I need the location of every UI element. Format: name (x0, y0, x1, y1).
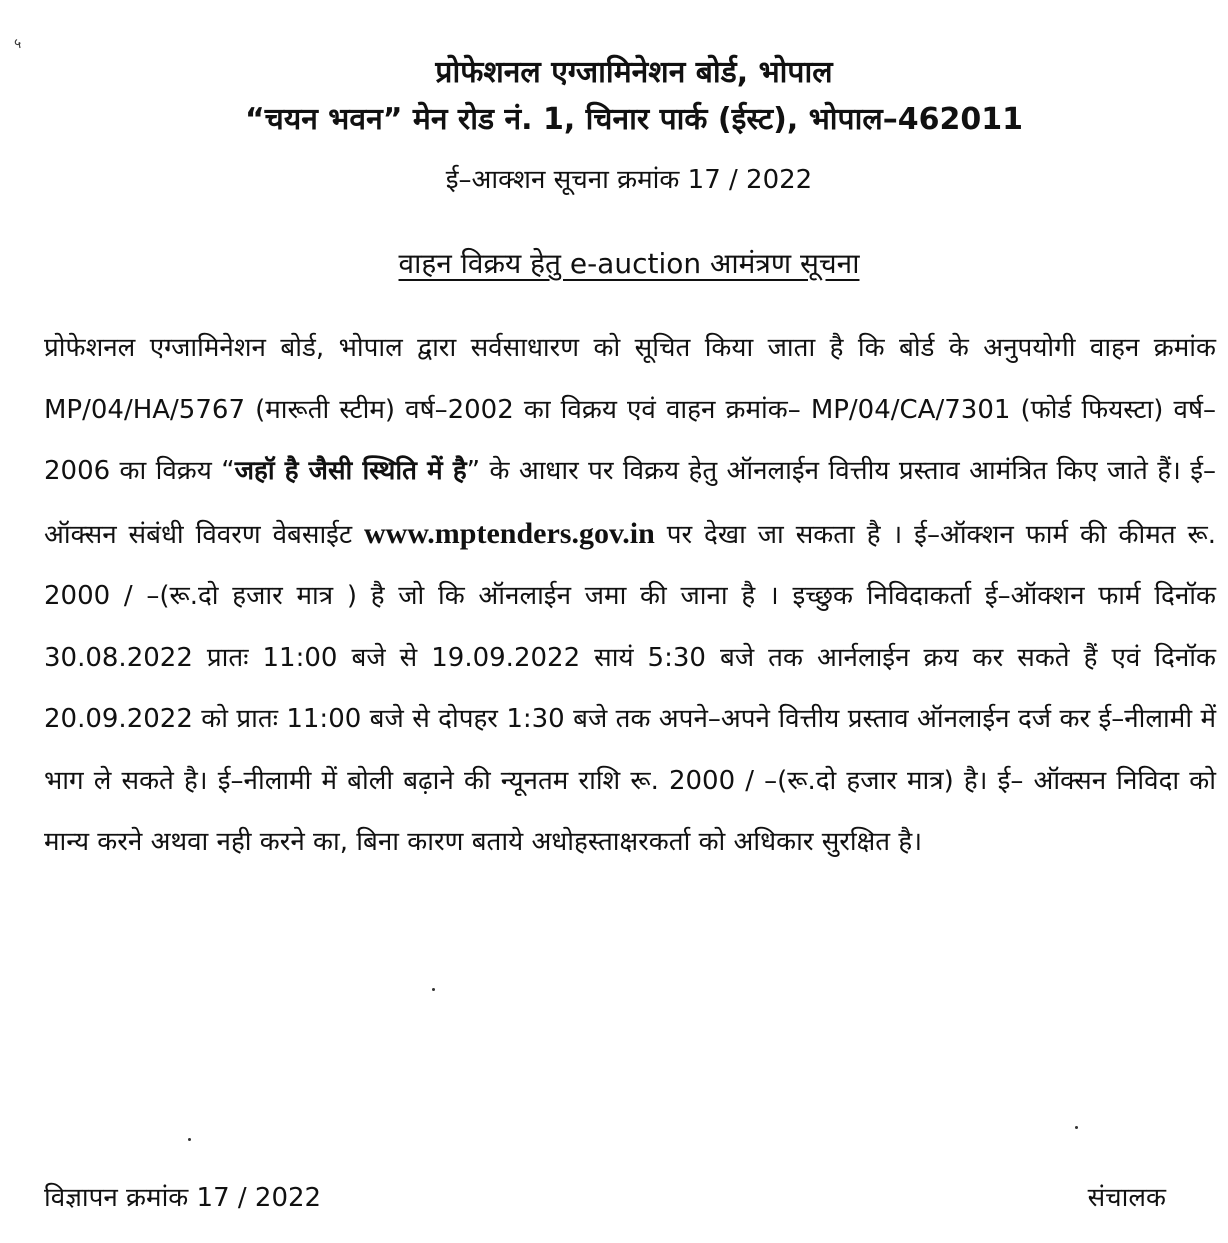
notice-title-text: वाहन विक्रय हेतु e-auction आमंत्रण सूचना (398, 247, 860, 280)
organization-name: प्रोफेशनल एग्जामिनेशन बोर्ड, भोपाल (435, 55, 833, 90)
scan-speck (188, 1138, 191, 1141)
scan-speck (432, 988, 435, 991)
auction-condition: जहॉ है जैसी स्थिति में है (234, 456, 467, 486)
advertisement-number: विज्ञापन क्रमांक 17 / 2022 (44, 1183, 322, 1213)
signatory: संचालक (1087, 1183, 1166, 1213)
notice-body (44, 318, 1216, 874)
notice-number: ई–आक्शन सूचना क्रमांक 17 / 2022 (445, 165, 813, 195)
organization-address: “चयन भवन” मेन रोड नं. 1, चिनार पार्क (ईस्ट), भोपाल–462011 (245, 102, 1023, 137)
corner-mark: ५ (14, 36, 22, 52)
body-part-3: पर देखा जा सकता है । ई–ऑक्शन फार्म की कीमत रू. 2000 / –(रू.दो हजार मात्र ) है जो कि ऑनलाईन जमा की जाना है । इच्छुक निविदाकर्ता ई–ऑक्शन फार्म दिनॉक 30.08.2022 प्रातः 11:00 बजे से 19.09.2022 सायं 5:30 बजे तक आर्नलाईन क्रय कर सकते हैं एवं दिनॉक 20.09.2022 को प्रातः 11:00 बजे से दोपहर 1:30 बजे तक अपने–अपने वित्तीय प्रस्ताव ऑनलाईन दर्ज कर ई–नीलामी में भाग ले सकते है। ई–नीलामी में बोली बढ़ाने की न्यूनतम राशि रू. 2000 / –(रू.दो हजार मात्र) है। ई– ऑक्सन निविदा को मान्य करने अथवा नही करने का, बिना कारण बताये अधोहस्ताक्षरकर्ता को अधिकार सुरक्षित है। (44, 519, 1217, 857)
notice-title (0, 244, 1228, 282)
scan-speck (1075, 1126, 1078, 1129)
website-link[interactable]: www.mptenders.gov.in (363, 516, 655, 550)
body-part-2: ” के आधार पर विक्रय हेतु ऑनलाईन वित्तीय प्रस्ताव आमंत्रित किए जाते हैं। ई–ऑक्सन संबंधी विवरण वेबसाईट (44, 456, 1216, 550)
body-part-1: प्रोफेशनल एग्जामिनेशन बोर्ड, भोपाल द्वारा सर्वसाधारण को सूचित किया जाता है कि बोर्ड के अनुपयोगी वाहन क्रमांक MP/04/HA/5767 (मारूती स्टीम) वर्ष–2002 का विक्रय एवं वाहन क्रमांक– MP/04/CA/7301 (फोर्ड फियस्टा) वर्ष–2006 का विक्रय “ (44, 333, 1216, 486)
